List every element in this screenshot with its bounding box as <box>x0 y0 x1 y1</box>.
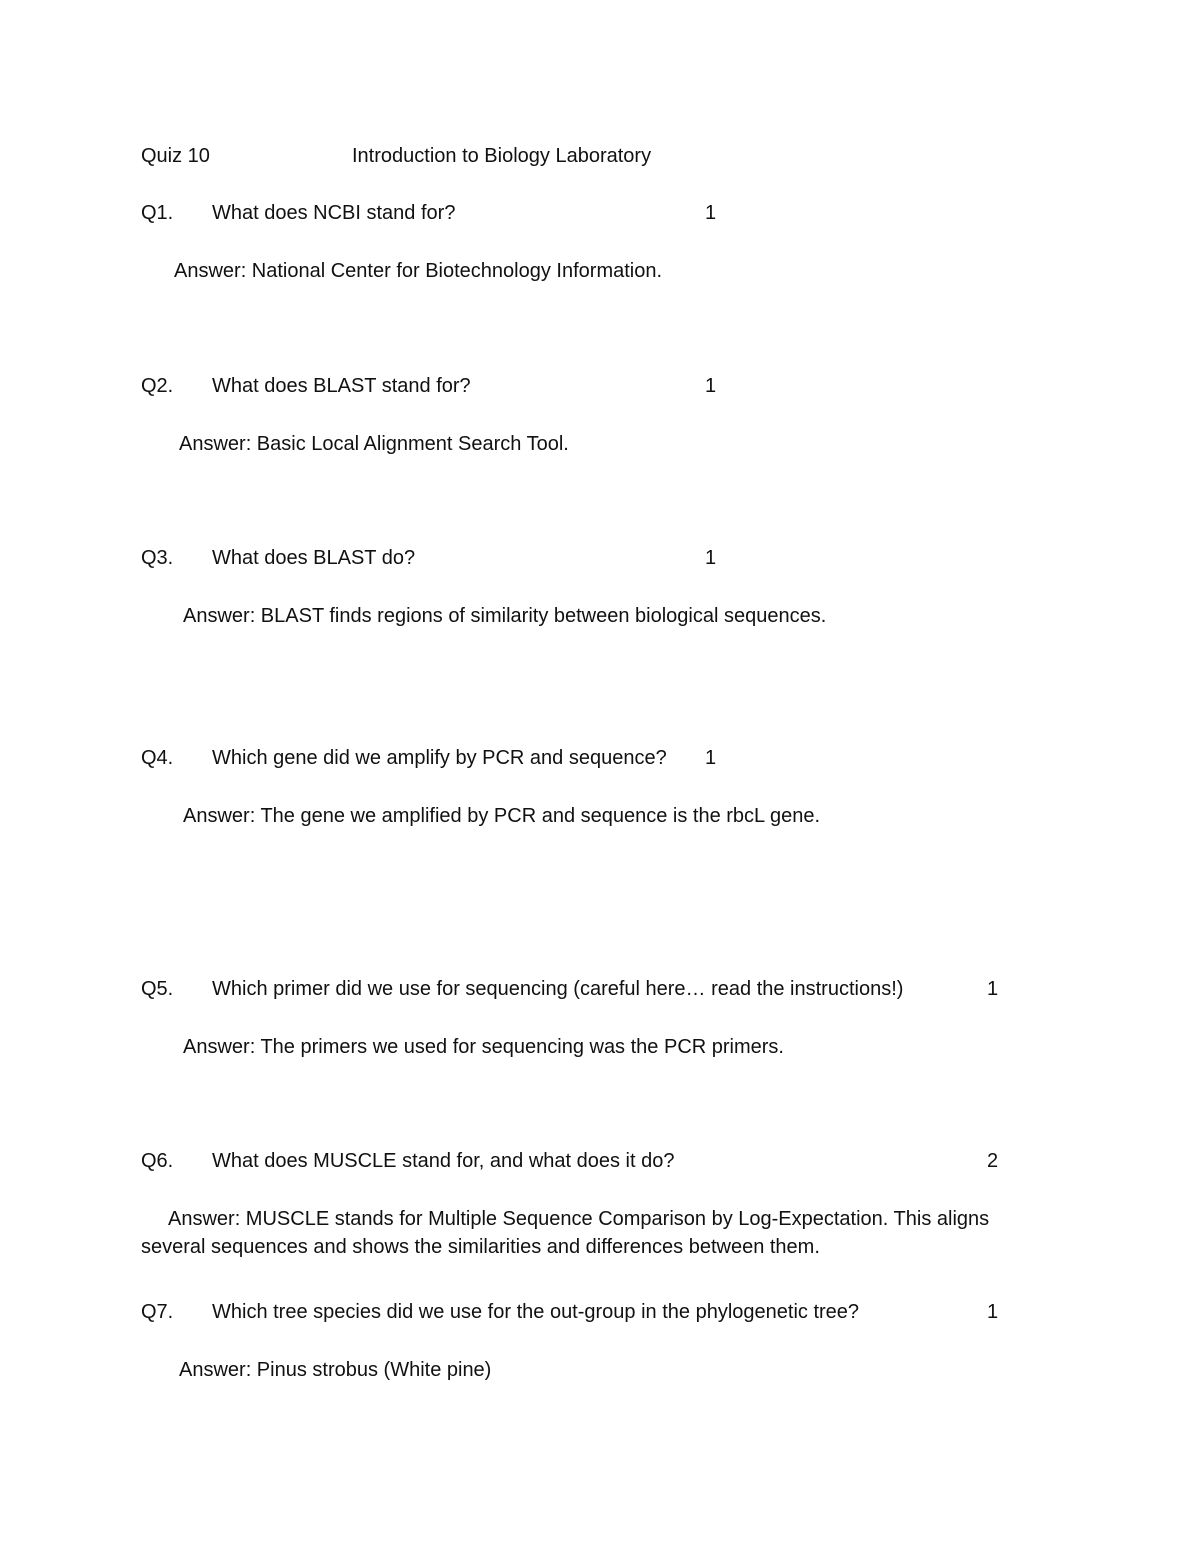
question-number: Q3. <box>141 547 174 569</box>
question-points: 2 <box>987 1150 999 1172</box>
question-points: 1 <box>987 978 999 1000</box>
question-text: What does NCBI stand for? <box>212 202 456 224</box>
question-points: 1 <box>987 1301 999 1323</box>
answer-6-line-1: Answer: MUSCLE stands for Multiple Sequence Comparison by Log-Expectation. This aligns <box>168 1208 990 1230</box>
question-number: Q1. <box>141 202 174 224</box>
question-text: What does BLAST do? <box>212 547 416 569</box>
answer-1: Answer: National Center for Biotechnology Information. <box>174 260 663 282</box>
question-number: Q5. <box>141 978 174 1000</box>
answer-2: Answer: Basic Local Alignment Search Tool. <box>179 433 569 455</box>
answer-6-line-2: several sequences and shows the similarities and differences between them. <box>141 1236 820 1258</box>
question-points: 1 <box>705 375 717 397</box>
question-text: Which tree species did we use for the out-group in the phylogenetic tree? <box>212 1301 860 1323</box>
answer-4: Answer: The gene we amplified by PCR and sequence is the rbcL gene. <box>183 805 821 827</box>
question-number: Q4. <box>141 747 174 769</box>
quiz-label: Quiz 10 <box>141 145 210 167</box>
answer-7: Answer: Pinus strobus (White pine) <box>179 1359 492 1381</box>
question-number: Q2. <box>141 375 174 397</box>
question-text: What does MUSCLE stand for, and what does it do? <box>212 1150 675 1172</box>
question-text: Which primer did we use for sequencing (careful here… read the instructions!) <box>212 978 904 1000</box>
answer-5: Answer: The primers we used for sequencing was the PCR primers. <box>183 1036 784 1058</box>
question-points: 1 <box>705 547 717 569</box>
question-points: 1 <box>705 747 717 769</box>
answer-3: Answer: BLAST finds regions of similarity between biological sequences. <box>183 605 827 627</box>
question-number: Q7. <box>141 1301 174 1323</box>
question-number: Q6. <box>141 1150 174 1172</box>
question-points: 1 <box>705 202 717 224</box>
question-text: Which gene did we amplify by PCR and sequence? <box>212 747 667 769</box>
question-text: What does BLAST stand for? <box>212 375 471 397</box>
course-title: Introduction to Biology Laboratory <box>352 145 652 167</box>
